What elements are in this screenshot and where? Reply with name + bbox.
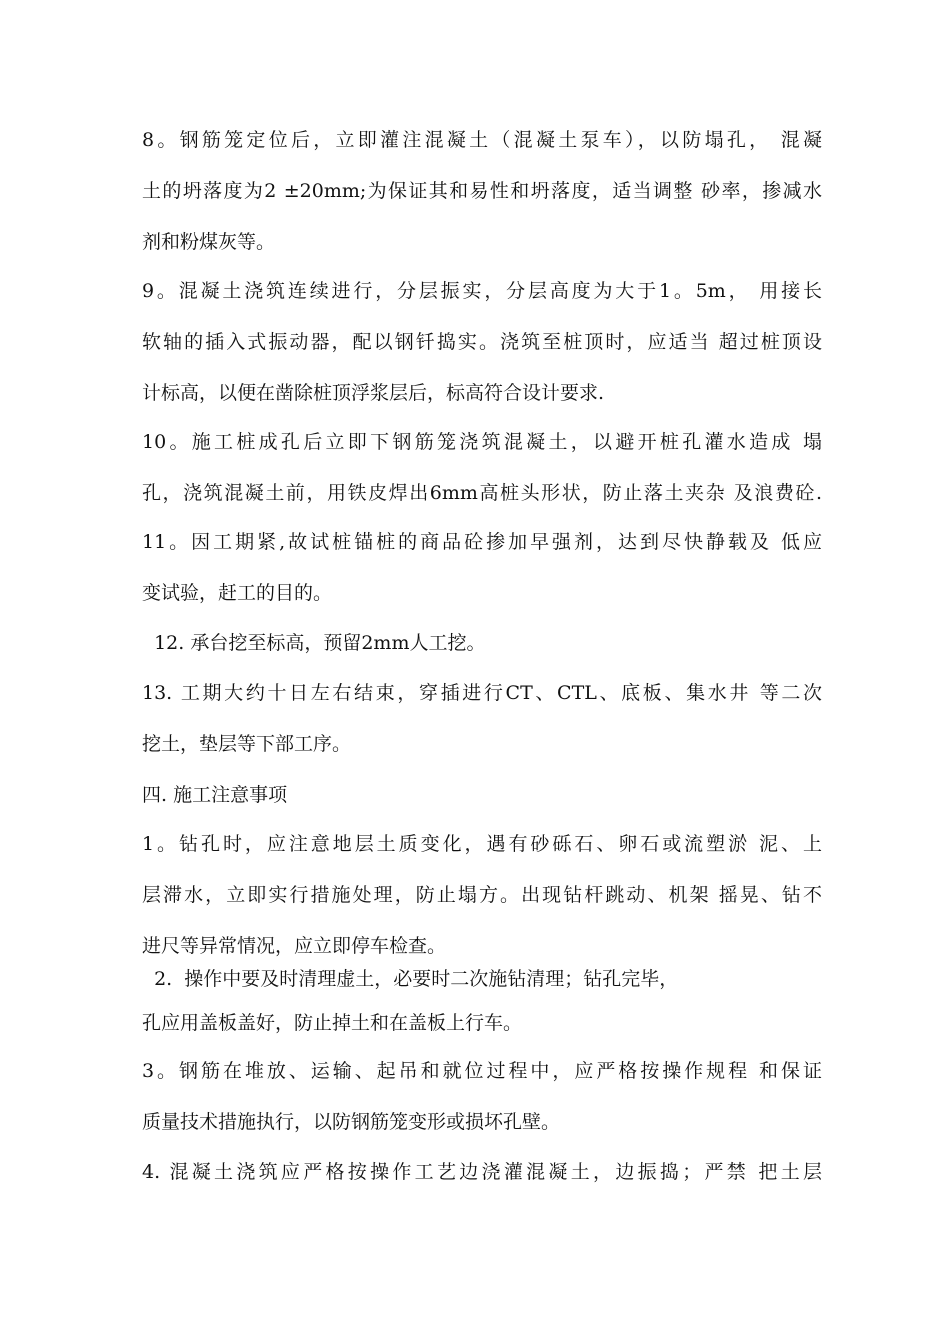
- text-line: 土的坍落度为2 ±20mm;为保证其和易性和坍落度，适当调整 砂率，掺减水: [142, 180, 822, 202]
- text-line: 3。钢筋在堆放、运输、起吊和就位过程中，应严格按操作规程 和保证: [142, 1060, 822, 1082]
- text-line: 9。混凝土浇筑连续进行，分层振实，分层高度为大于1。5m， 用接长: [142, 280, 822, 302]
- text-line: 挖土，垫层等下部工序。: [142, 733, 352, 755]
- text-line: 12. 承台挖至标高，预留2mm人工挖。: [142, 632, 486, 654]
- text-line: 变试验，赶工的目的。: [142, 582, 333, 604]
- text-line: 4. 混凝土浇筑应严格按操作工艺边浇灌混凝土，边振捣；严禁 把土层: [142, 1161, 822, 1183]
- text-line: 计标高，以便在凿除桩顶浮浆层后，标高符合设计要求.: [142, 382, 605, 404]
- text-line: 层滞水，立即实行措施处理，防止塌方。出现钻杆跳动、机架 摇晃、钻不: [142, 884, 822, 906]
- text-line: 11。因工期紧,故试桩锚桩的商品砼掺加早强剂，达到尽快静载及 低应: [142, 531, 822, 553]
- text-line: 10。施工桩成孔后立即下钢筋笼浇筑混凝土，以避开桩孔灌水造成 塌: [142, 431, 822, 453]
- text-line: 软轴的插入式振动器，配以钢钎捣实。浇筑至桩顶时，应适当 超过桩顶设: [142, 331, 822, 353]
- section-heading: 四. 施工注意事项: [142, 784, 288, 806]
- text-line: 剂和粉煤灰等。: [142, 231, 276, 253]
- text-line: 1。钻孔时，应注意地层土质变化，遇有砂砾石、卵石或流塑淤 泥、上: [142, 833, 822, 855]
- text-line: 8。钢筋笼定位后，立即灌注混凝土（混凝土泵车），以防塌孔， 混凝: [142, 129, 822, 151]
- text-line: 进尺等异常情况，应立即停车检查。: [142, 935, 447, 957]
- text-line: 13. 工期大约十日左右结束，穿插进行CT、CTL、底板、集水井 等二次: [142, 682, 822, 704]
- text-line: 质量技术措施执行，以防钢筋笼变形或损坏孔壁。: [142, 1111, 561, 1133]
- text-line: 2. 操作中要及时清理虚土，必要时二次施钻清理；钻孔完毕，: [142, 968, 679, 990]
- text-line: 孔应用盖板盖好，防止掉土和在盖板上行车。: [142, 1012, 523, 1034]
- text-line: 孔，浇筑混凝土前，用铁皮焊出6mm高桩头形状，防止落土夹杂 及浪费砼.: [142, 482, 822, 504]
